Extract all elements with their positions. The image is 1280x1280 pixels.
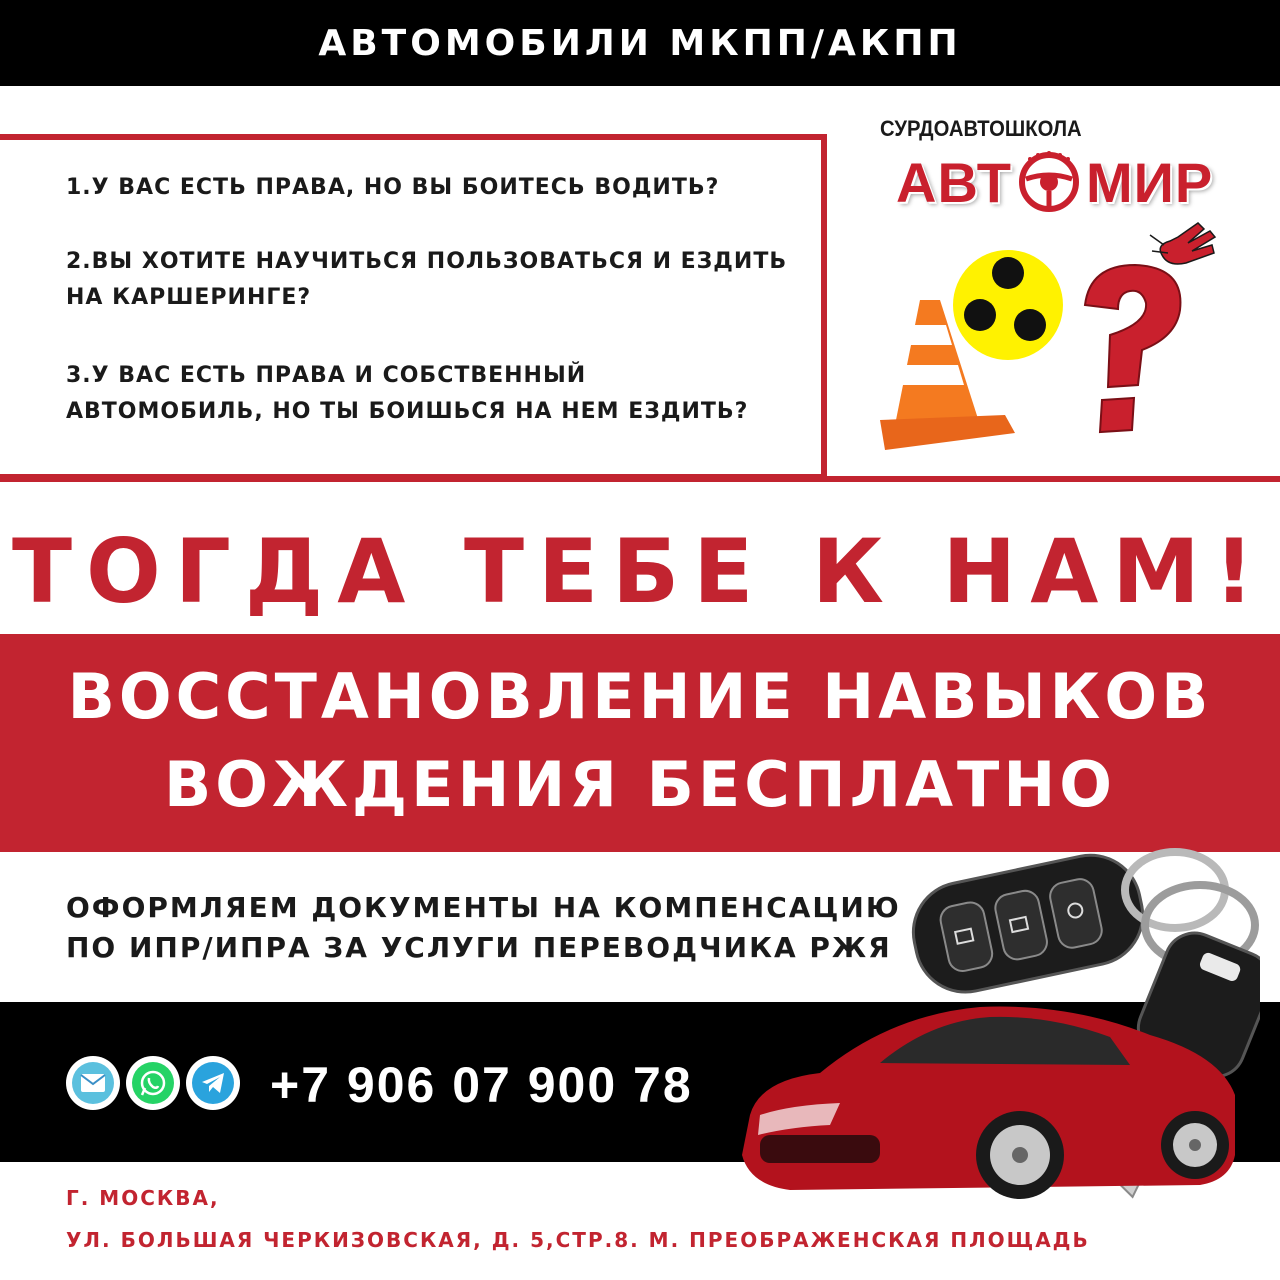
logo (896, 146, 1213, 218)
logo-text-right: МИР (1085, 150, 1214, 214)
docs-line-2: ПО ИПР/ИПРА ЗА УСЛУГИ ПЕРЕВОДЧИКА РЖЯ (66, 931, 892, 964)
question-2: 2.ВЫ ХОТИТЕ НАУЧИТЬСЯ ПОЛЬЗОВАТЬСЯ И ЕЗДИТЬ НА КАРШЕРИНГЕ? (66, 249, 788, 310)
messenger-icons (66, 1056, 240, 1110)
hand-icon (1150, 223, 1215, 264)
driving-illustration (880, 215, 1240, 460)
top-banner (0, 0, 1280, 86)
offer-line-2: ВОЖДЕНИЯ БЕСПЛАТНО (164, 748, 1116, 821)
email-icon[interactable] (66, 1056, 120, 1110)
deaf-driver-sign-icon (953, 250, 1063, 360)
steering-wheel-icon (1018, 151, 1080, 213)
question-mark-icon (1085, 265, 1180, 432)
banner-title: АВТОМОБИЛИ МКПП/АКПП (318, 22, 962, 64)
phone-number[interactable]: +7 906 07 900 78 (270, 1057, 693, 1113)
red-car-icon (730, 985, 1250, 1215)
whatsapp-icon[interactable] (126, 1056, 180, 1110)
headline: ТОГДА ТЕБЕ К НАМ! (11, 519, 1268, 623)
logo-text-left: АВТ (896, 150, 1012, 214)
divider-line (0, 476, 1280, 482)
telegram-icon[interactable] (186, 1056, 240, 1110)
question-3: 3.У ВАС ЕСТЬ ПРАВА И СОБСТВЕННЫЙ АВТОМОБИЛЬ, НО ТЫ БОИШЬСЯ НА НЕМ ЕЗДИТЬ? (66, 363, 749, 424)
address-city: Г. МОСКВА, (66, 1186, 220, 1210)
question-1: 1.У ВАС ЕСТЬ ПРАВА, НО ВЫ БОИТЕСЬ ВОДИТЬ? (66, 175, 720, 200)
offer-line-1: ВОССТАНОВЛЕНИЕ НАВЫКОВ (67, 660, 1213, 733)
docs-line-1: ОФОРМЛЯЕМ ДОКУМЕНТЫ НА КОМПЕНСАЦИЮ (66, 891, 901, 924)
address-street: УЛ. БОЛЬШАЯ ЧЕРКИЗОВСКАЯ, Д. 5,СТР.8. М. ПРЕОБРАЖЕНСКАЯ ПЛОЩАДЬ (66, 1228, 1090, 1252)
logo-subtitle: СУРДОАВТОШКОЛА (880, 116, 1082, 141)
